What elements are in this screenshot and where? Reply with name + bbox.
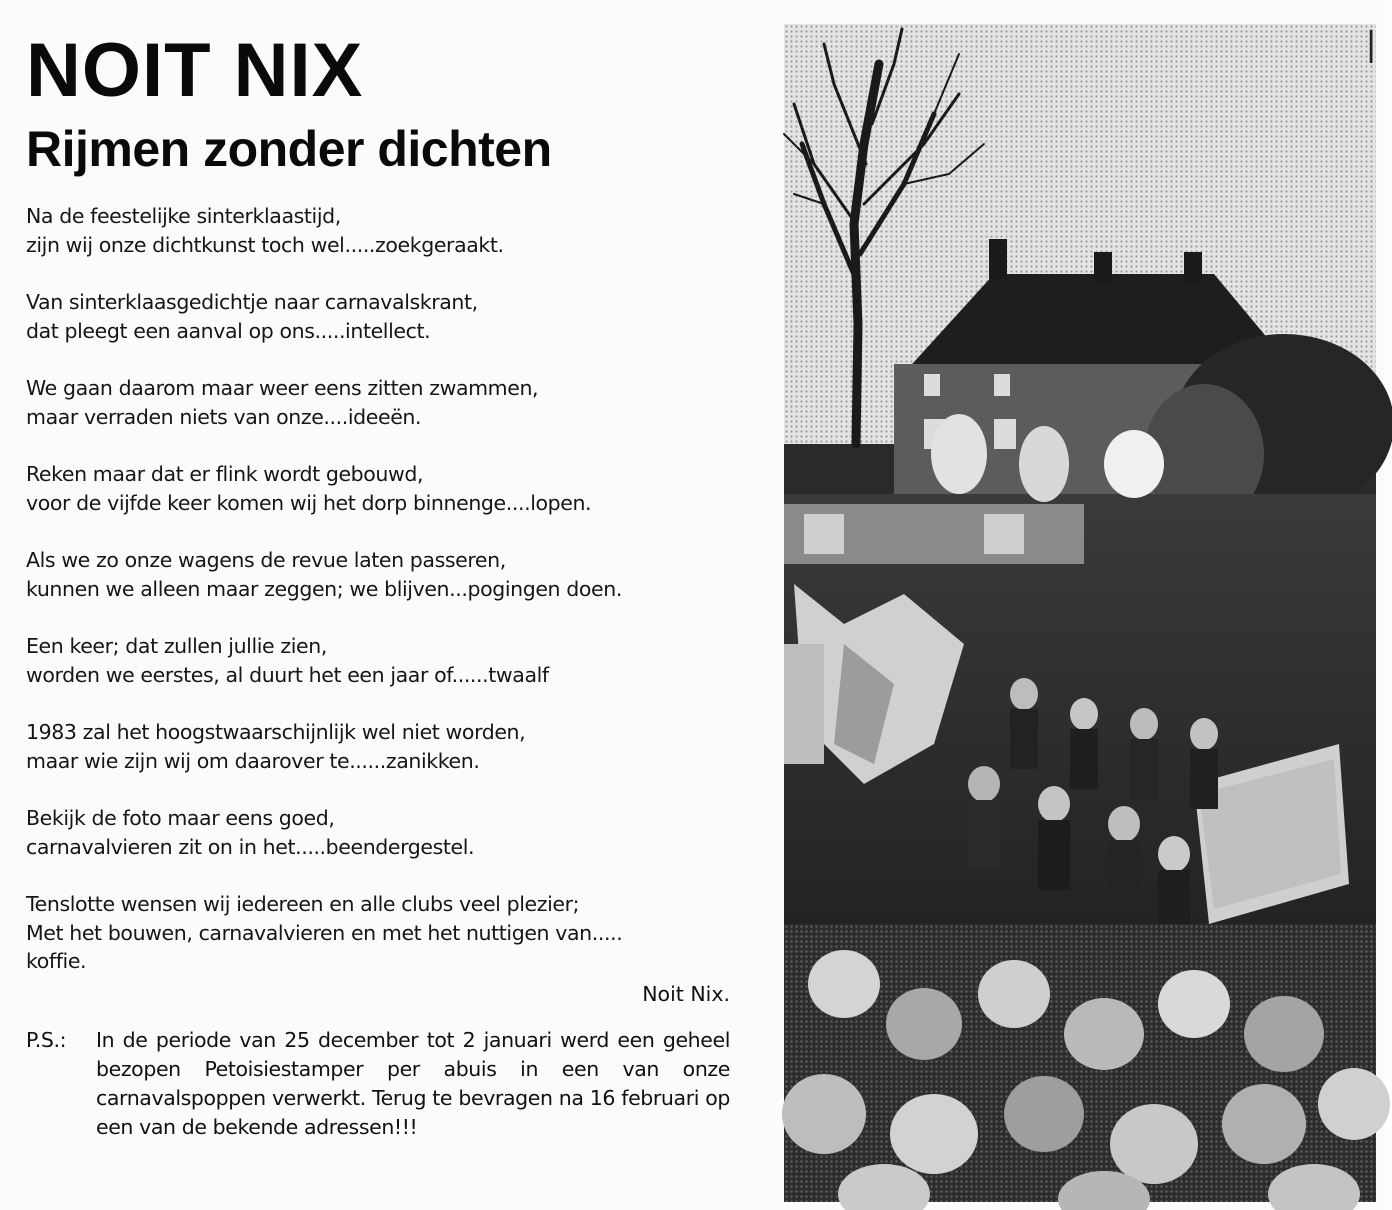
crowd-heads xyxy=(782,924,1390,1210)
article-subtitle: Rijmen zonder dichten xyxy=(26,121,552,177)
poem-line: koffie. xyxy=(26,949,87,973)
poem-line: Van sinterklaasgedichtje naar carnavalskrant, xyxy=(26,290,478,314)
poem-line: zijn wij onze dichtkunst toch wel.....zoekgeraakt. xyxy=(26,232,504,257)
poem-line: kunnen we alleen maar zeggen; we blijven...pogingen doen. xyxy=(26,576,622,601)
stanza xyxy=(26,718,736,775)
stanza xyxy=(26,546,736,603)
article-column xyxy=(26,28,736,1142)
postscript xyxy=(26,1026,736,1142)
poem xyxy=(26,202,736,976)
poem-line: Reken maar dat er flink wordt gebouwd, xyxy=(26,462,424,486)
postscript-text: In de periode van 25 december tot 2 januari werd een geheel bezopen Petoisiestamper per abuis in een van onze carnavalspoppen verwerkt. Terug te bevragen na 16 februari op een van de bekende adressen!!! xyxy=(96,1027,730,1139)
poem-line: Tenslotte wensen wij iedereen en alle clubs veel plezier; xyxy=(26,892,580,916)
postscript-label: P.S.: xyxy=(26,1027,67,1052)
stanza xyxy=(26,374,736,431)
stanza xyxy=(26,202,736,259)
poem-line: worden we eerstes, al duurt het een jaar of......twaalf xyxy=(26,662,549,687)
stanza xyxy=(26,804,736,861)
poem-line: 1983 zal het hoogstwaarschijnlijk wel niet worden, xyxy=(26,720,526,744)
poem-line: Met het bouwen, carnavalvieren en met het nuttigen van..... xyxy=(26,920,623,945)
poem-line: carnavalvieren zit on in het.....beendergestel. xyxy=(26,834,475,859)
poem-line: Als we zo onze wagens de revue laten passeren, xyxy=(26,548,506,572)
poem-line: We gaan daarom maar weer eens zitten zwammen, xyxy=(26,376,539,400)
poem-line: Bekijk de foto maar eens goed, xyxy=(26,806,335,830)
poem-line: dat pleegt een aanval op ons.....intellect. xyxy=(26,318,431,343)
poem-line: maar verraden niets van onze....ideeën. xyxy=(26,404,422,429)
stanza xyxy=(26,288,736,345)
poem-line: voor de vijfde keer komen wij het dorp binnenge....lopen. xyxy=(26,490,592,515)
photo-illustration xyxy=(784,24,1376,1202)
stanza xyxy=(26,460,736,517)
poem-line: Een keer; dat zullen jullie zien, xyxy=(26,634,327,658)
article-title: NOIT NIX xyxy=(26,28,364,113)
page-edge-fragment: ▏ xyxy=(1370,30,1392,63)
article-signature: Noit Nix. xyxy=(642,981,730,1006)
stanza xyxy=(26,890,736,976)
stanza xyxy=(26,632,736,689)
carnival-parade-photo xyxy=(784,24,1376,1202)
poem-line: Na de feestelijke sinterklaastijd, xyxy=(26,204,341,228)
poem-line: maar wie zijn wij om daarover te......zanikken. xyxy=(26,748,480,773)
